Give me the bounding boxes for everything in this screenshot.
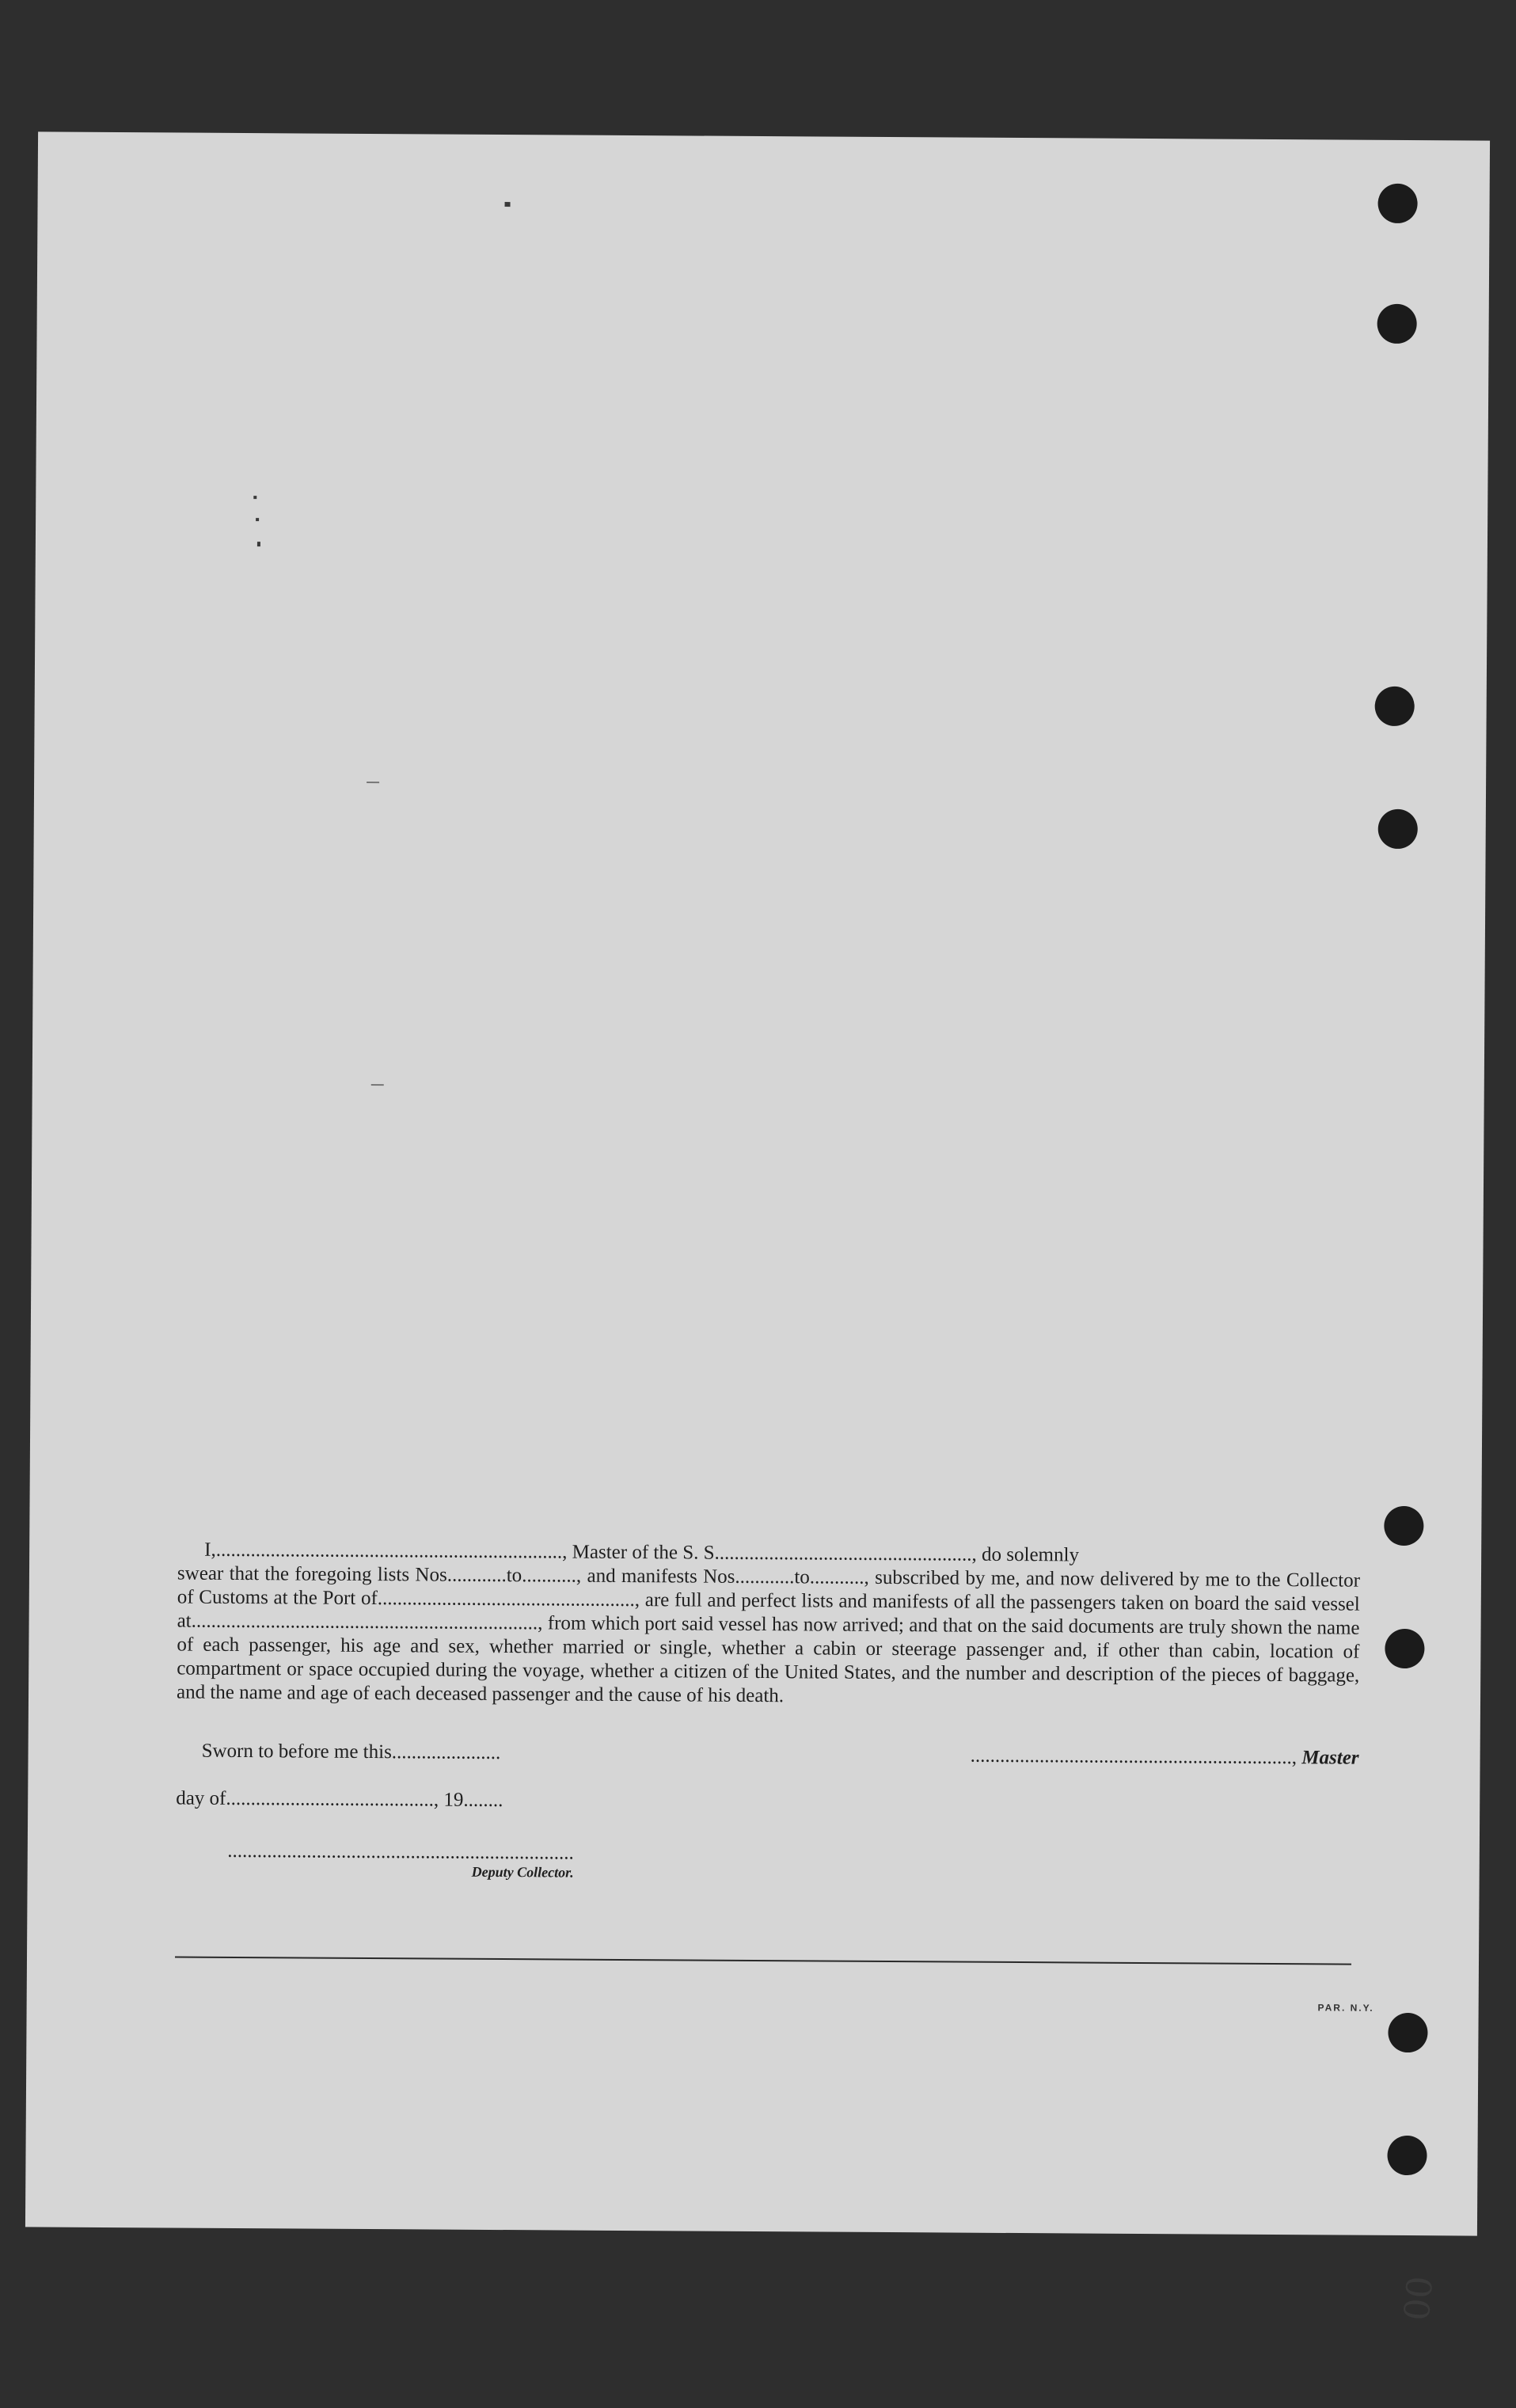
speck (505, 202, 511, 207)
punch-hole (1388, 2013, 1427, 2052)
master-label: Master (1301, 1747, 1359, 1769)
punch-hole (1378, 809, 1418, 849)
punch-hole (1385, 1629, 1424, 1668)
sworn-row (177, 1740, 1359, 1769)
punch-hole (1377, 304, 1416, 344)
printer-imprint: PAR. N.Y. (1317, 2002, 1374, 2014)
speck (367, 782, 379, 783)
document-page (25, 131, 1490, 2322)
master-signature-blank: ................................................................., (970, 1744, 1298, 1769)
punch-hole (1377, 184, 1417, 223)
ship-name-blank: ..................................................., (719, 1542, 977, 1565)
day-text: day of.........................................., 19........ (176, 1787, 503, 1812)
day-row (176, 1787, 1358, 1812)
punch-hole (1375, 687, 1415, 726)
horizontal-rule (175, 1957, 1351, 1965)
punch-hole (1384, 1506, 1423, 1546)
punch-hole (1387, 2136, 1427, 2175)
oath-body: swear that the foregoing lists Nos............to..........., and manifests Nos............to..........., subscribed by me, and now delivered by me to the Collector of Customs at the Port of...................................................., are full and perfect lists and manifests of all the passengers taken on board the said vessel at......................................................................, from which port said vessel has now arrived; and that on the said documents are truly shown the name of each passenger, his age and sex, whether married or single, whether a cabin or steerage passenger and, if other than cabin, location of compartment or space occupied during the voyage, whether a citizen of the United States, and the number and description of the pieces of baggage, and the name and age of each deceased passenger and the cause of his death. (176, 1562, 1361, 1707)
speck (371, 1084, 384, 1086)
master-of-ship-label: Master of the S. S. (567, 1541, 720, 1564)
deputy-collector-label: Deputy Collector. (471, 1863, 574, 1881)
oath-paragraph (177, 1539, 1360, 1712)
speck (253, 496, 256, 499)
speck (256, 518, 259, 521)
speck (257, 542, 260, 546)
oath-prefix: I, (204, 1539, 216, 1561)
sworn-text: Sworn to before me this...................... (201, 1740, 501, 1764)
master-signature-line (971, 1745, 1359, 1770)
do-solemnly-label: do solemnly (976, 1543, 1080, 1566)
deputy-signature-blank: ...................................................................... (227, 1839, 574, 1864)
handwritten-mark: 00 (1396, 2274, 1442, 2322)
master-name-blank: ......................................................................, (215, 1539, 568, 1563)
deputy-collector-signature (226, 1840, 574, 1881)
